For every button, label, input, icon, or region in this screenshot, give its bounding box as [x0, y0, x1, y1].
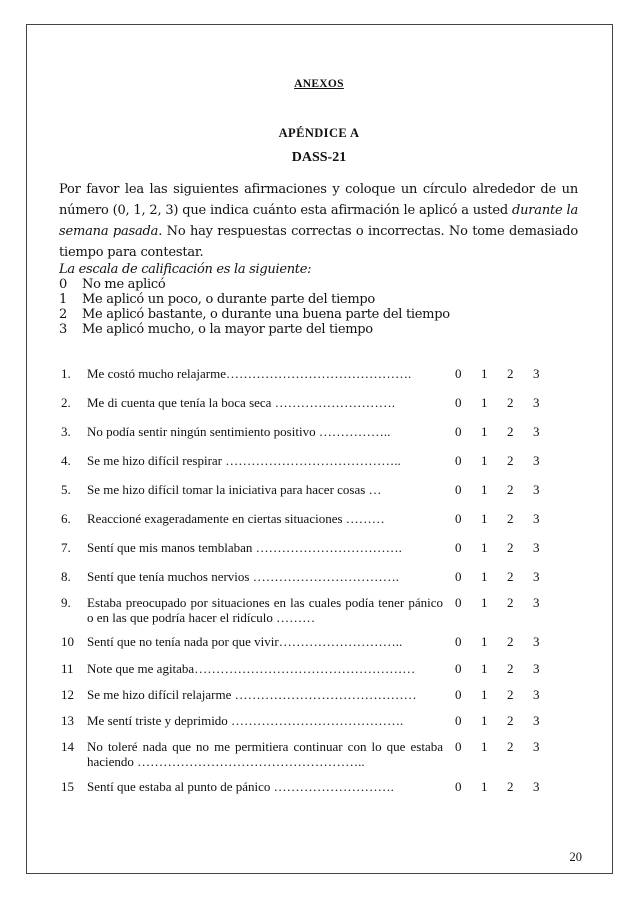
option-2[interactable]: 2: [507, 569, 514, 584]
item-number: 5.: [61, 482, 71, 497]
item-number: 7.: [61, 540, 71, 555]
option-0[interactable]: 0: [455, 687, 462, 702]
item-number: 2.: [61, 395, 71, 410]
option-0[interactable]: 0: [455, 482, 462, 497]
item-number: 1.: [61, 366, 71, 381]
instructions-text-1: Por favor lea las siguientes afirmaciones y coloque un círculo alrededor de un número (0, 1, 2, 3) que indica cuánto esta afirmación le aplicó a usted: [59, 182, 578, 218]
appendix-heading: APÉNDICE A: [278, 126, 360, 140]
response-options: [455, 395, 559, 410]
response-options: [455, 595, 559, 625]
option-1[interactable]: 1: [481, 395, 488, 410]
option-2[interactable]: 2: [507, 687, 514, 702]
option-1[interactable]: 1: [481, 424, 488, 439]
item-text: Estaba preocupado por situaciones en las cuales podía tener pánico o en las que podría hacer el ridículo ………: [87, 595, 443, 625]
questionnaire-item: [61, 569, 561, 584]
option-0[interactable]: 0: [455, 366, 462, 381]
option-3[interactable]: 3: [533, 569, 540, 584]
scale-level-number: 0: [59, 277, 67, 292]
option-1[interactable]: 1: [481, 661, 488, 676]
page-number: 20: [569, 850, 582, 864]
scale-level-text: Me aplicó un poco, o durante parte del tiempo: [82, 292, 375, 307]
item-number: 13: [61, 713, 74, 728]
response-options: [455, 634, 559, 649]
option-0[interactable]: 0: [455, 661, 462, 676]
option-1[interactable]: 1: [481, 739, 488, 754]
option-2[interactable]: 2: [507, 661, 514, 676]
scale-heading: La escala de calificación es la siguiente:: [59, 262, 312, 277]
option-1[interactable]: 1: [481, 634, 488, 649]
scale-level-text: Me aplicó mucho, o la mayor parte del tiempo: [82, 322, 373, 337]
scale-level: [59, 292, 579, 307]
option-3[interactable]: 3: [533, 540, 540, 555]
questionnaire-item: [61, 661, 561, 676]
option-0[interactable]: 0: [455, 569, 462, 584]
item-text: Reaccioné exageradamente en ciertas situaciones ………: [87, 511, 385, 526]
option-2[interactable]: 2: [507, 395, 514, 410]
questionnaire-item: [61, 687, 561, 702]
response-options: [455, 661, 559, 676]
option-0[interactable]: 0: [455, 395, 462, 410]
item-number: 11: [61, 661, 74, 676]
option-3[interactable]: 3: [533, 779, 540, 794]
option-0[interactable]: 0: [455, 595, 462, 610]
option-2[interactable]: 2: [507, 739, 514, 754]
rating-scale: [59, 262, 579, 337]
item-text: Sentí que no tenía nada por que vivir………………………..: [87, 634, 403, 649]
item-text: Sentí que mis manos temblaban …………………………….: [87, 540, 402, 555]
option-3[interactable]: 3: [533, 453, 540, 468]
item-text: Sentí que tenía muchos nervios …………………………….: [87, 569, 399, 584]
item-text: Sentí que estaba al punto de pánico ……………………….: [87, 779, 394, 794]
option-0[interactable]: 0: [455, 634, 462, 649]
questionnaire-item: [61, 482, 561, 497]
option-3[interactable]: 3: [533, 739, 540, 754]
option-3[interactable]: 3: [533, 366, 540, 381]
option-0[interactable]: 0: [455, 779, 462, 794]
item-text: Se me hizo difícil respirar …………………………………..: [87, 453, 401, 468]
item-number: 4.: [61, 453, 71, 468]
option-1[interactable]: 1: [481, 595, 488, 610]
option-1[interactable]: 1: [481, 713, 488, 728]
option-0[interactable]: 0: [455, 453, 462, 468]
item-number: 9.: [61, 595, 71, 610]
questionnaire-item: [61, 453, 561, 468]
option-3[interactable]: 3: [533, 424, 540, 439]
scale-level: [59, 307, 579, 322]
item-text: Me sentí triste y deprimido ………………………………….: [87, 713, 404, 728]
instructions-paragraph: [59, 179, 578, 263]
response-options: [455, 779, 559, 794]
item-text: Se me hizo difícil relajarme ……………………………………: [87, 687, 417, 702]
option-3[interactable]: 3: [533, 713, 540, 728]
questionnaire-item: [61, 540, 561, 555]
questionnaire-item: [61, 634, 561, 649]
response-options: [455, 424, 559, 439]
item-text: Note que me agitaba……………………………………………: [87, 661, 416, 676]
item-number: 6.: [61, 511, 71, 526]
option-1[interactable]: 1: [481, 569, 488, 584]
scale-level-number: 2: [59, 307, 67, 322]
option-3[interactable]: 3: [533, 687, 540, 702]
questionnaire-item: [61, 713, 561, 728]
annex-heading: ANEXOS: [294, 78, 344, 90]
instructions-italic: durante la semana pasada: [59, 203, 578, 239]
item-number: 14: [61, 739, 74, 754]
option-3[interactable]: 3: [533, 482, 540, 497]
response-options: [455, 540, 559, 555]
option-1[interactable]: 1: [481, 779, 488, 794]
option-1[interactable]: 1: [481, 540, 488, 555]
option-2[interactable]: 2: [507, 634, 514, 649]
scale-level-text: Me aplicó bastante, o durante una buena parte del tiempo: [82, 307, 450, 322]
questionnaire-item: [61, 595, 561, 625]
questionnaire-item: [61, 366, 561, 381]
item-number: 3.: [61, 424, 71, 439]
response-options: [455, 482, 559, 497]
option-2[interactable]: 2: [507, 540, 514, 555]
option-0[interactable]: 0: [455, 739, 462, 754]
item-number: 12: [61, 687, 74, 702]
item-text: Me costó mucho relajarme…………………………………….: [87, 366, 412, 381]
option-3[interactable]: 3: [533, 511, 540, 526]
questionnaire-item: [61, 511, 561, 526]
response-options: [455, 713, 559, 728]
option-1[interactable]: 1: [481, 511, 488, 526]
item-text: Se me hizo difícil tomar la iniciativa para hacer cosas …: [87, 482, 382, 497]
option-3[interactable]: 3: [533, 595, 540, 610]
option-3[interactable]: 3: [533, 634, 540, 649]
option-3[interactable]: 3: [533, 395, 540, 410]
response-options: [455, 569, 559, 584]
scale-level: [59, 322, 579, 337]
questionnaire-item: [61, 395, 561, 410]
response-options: [455, 739, 559, 769]
option-1[interactable]: 1: [481, 366, 488, 381]
option-1[interactable]: 1: [481, 453, 488, 468]
item-number: 8.: [61, 569, 71, 584]
option-2[interactable]: 2: [507, 713, 514, 728]
option-1[interactable]: 1: [481, 482, 488, 497]
option-2[interactable]: 2: [507, 595, 514, 610]
response-options: [455, 453, 559, 468]
instructions-text-2: . No hay respuestas correctas o incorrectas. No tome demasiado tiempo para contestar.: [59, 224, 578, 260]
item-number: 15: [61, 779, 74, 794]
item-text: No toleré nada que no me permitiera continuar con lo que estaba haciendo ……………………………………………..: [87, 739, 443, 769]
option-2[interactable]: 2: [507, 424, 514, 439]
questionnaire-item: [61, 424, 561, 439]
response-options: [455, 687, 559, 702]
option-0[interactable]: 0: [455, 511, 462, 526]
scale-level-text: No me aplicó: [82, 277, 166, 292]
item-number: 10: [61, 634, 74, 649]
option-0[interactable]: 0: [455, 713, 462, 728]
option-2[interactable]: 2: [507, 482, 514, 497]
option-2[interactable]: 2: [507, 453, 514, 468]
option-0[interactable]: 0: [455, 424, 462, 439]
option-2[interactable]: 2: [507, 779, 514, 794]
option-2[interactable]: 2: [507, 511, 514, 526]
item-text: Me di cuenta que tenía la boca seca ……………………….: [87, 395, 395, 410]
questionnaire-item: [61, 779, 561, 794]
response-options: [455, 366, 559, 381]
option-0[interactable]: 0: [455, 540, 462, 555]
item-text: No podía sentir ningún sentimiento positivo ……………..: [87, 424, 391, 439]
scale-level-number: 3: [59, 322, 67, 337]
option-2[interactable]: 2: [507, 366, 514, 381]
document-title: DASS-21: [291, 150, 347, 165]
option-3[interactable]: 3: [533, 661, 540, 676]
questionnaire-item: [61, 739, 561, 769]
scale-level-number: 1: [59, 292, 67, 307]
scale-level: [59, 277, 579, 292]
option-1[interactable]: 1: [481, 687, 488, 702]
response-options: [455, 511, 559, 526]
